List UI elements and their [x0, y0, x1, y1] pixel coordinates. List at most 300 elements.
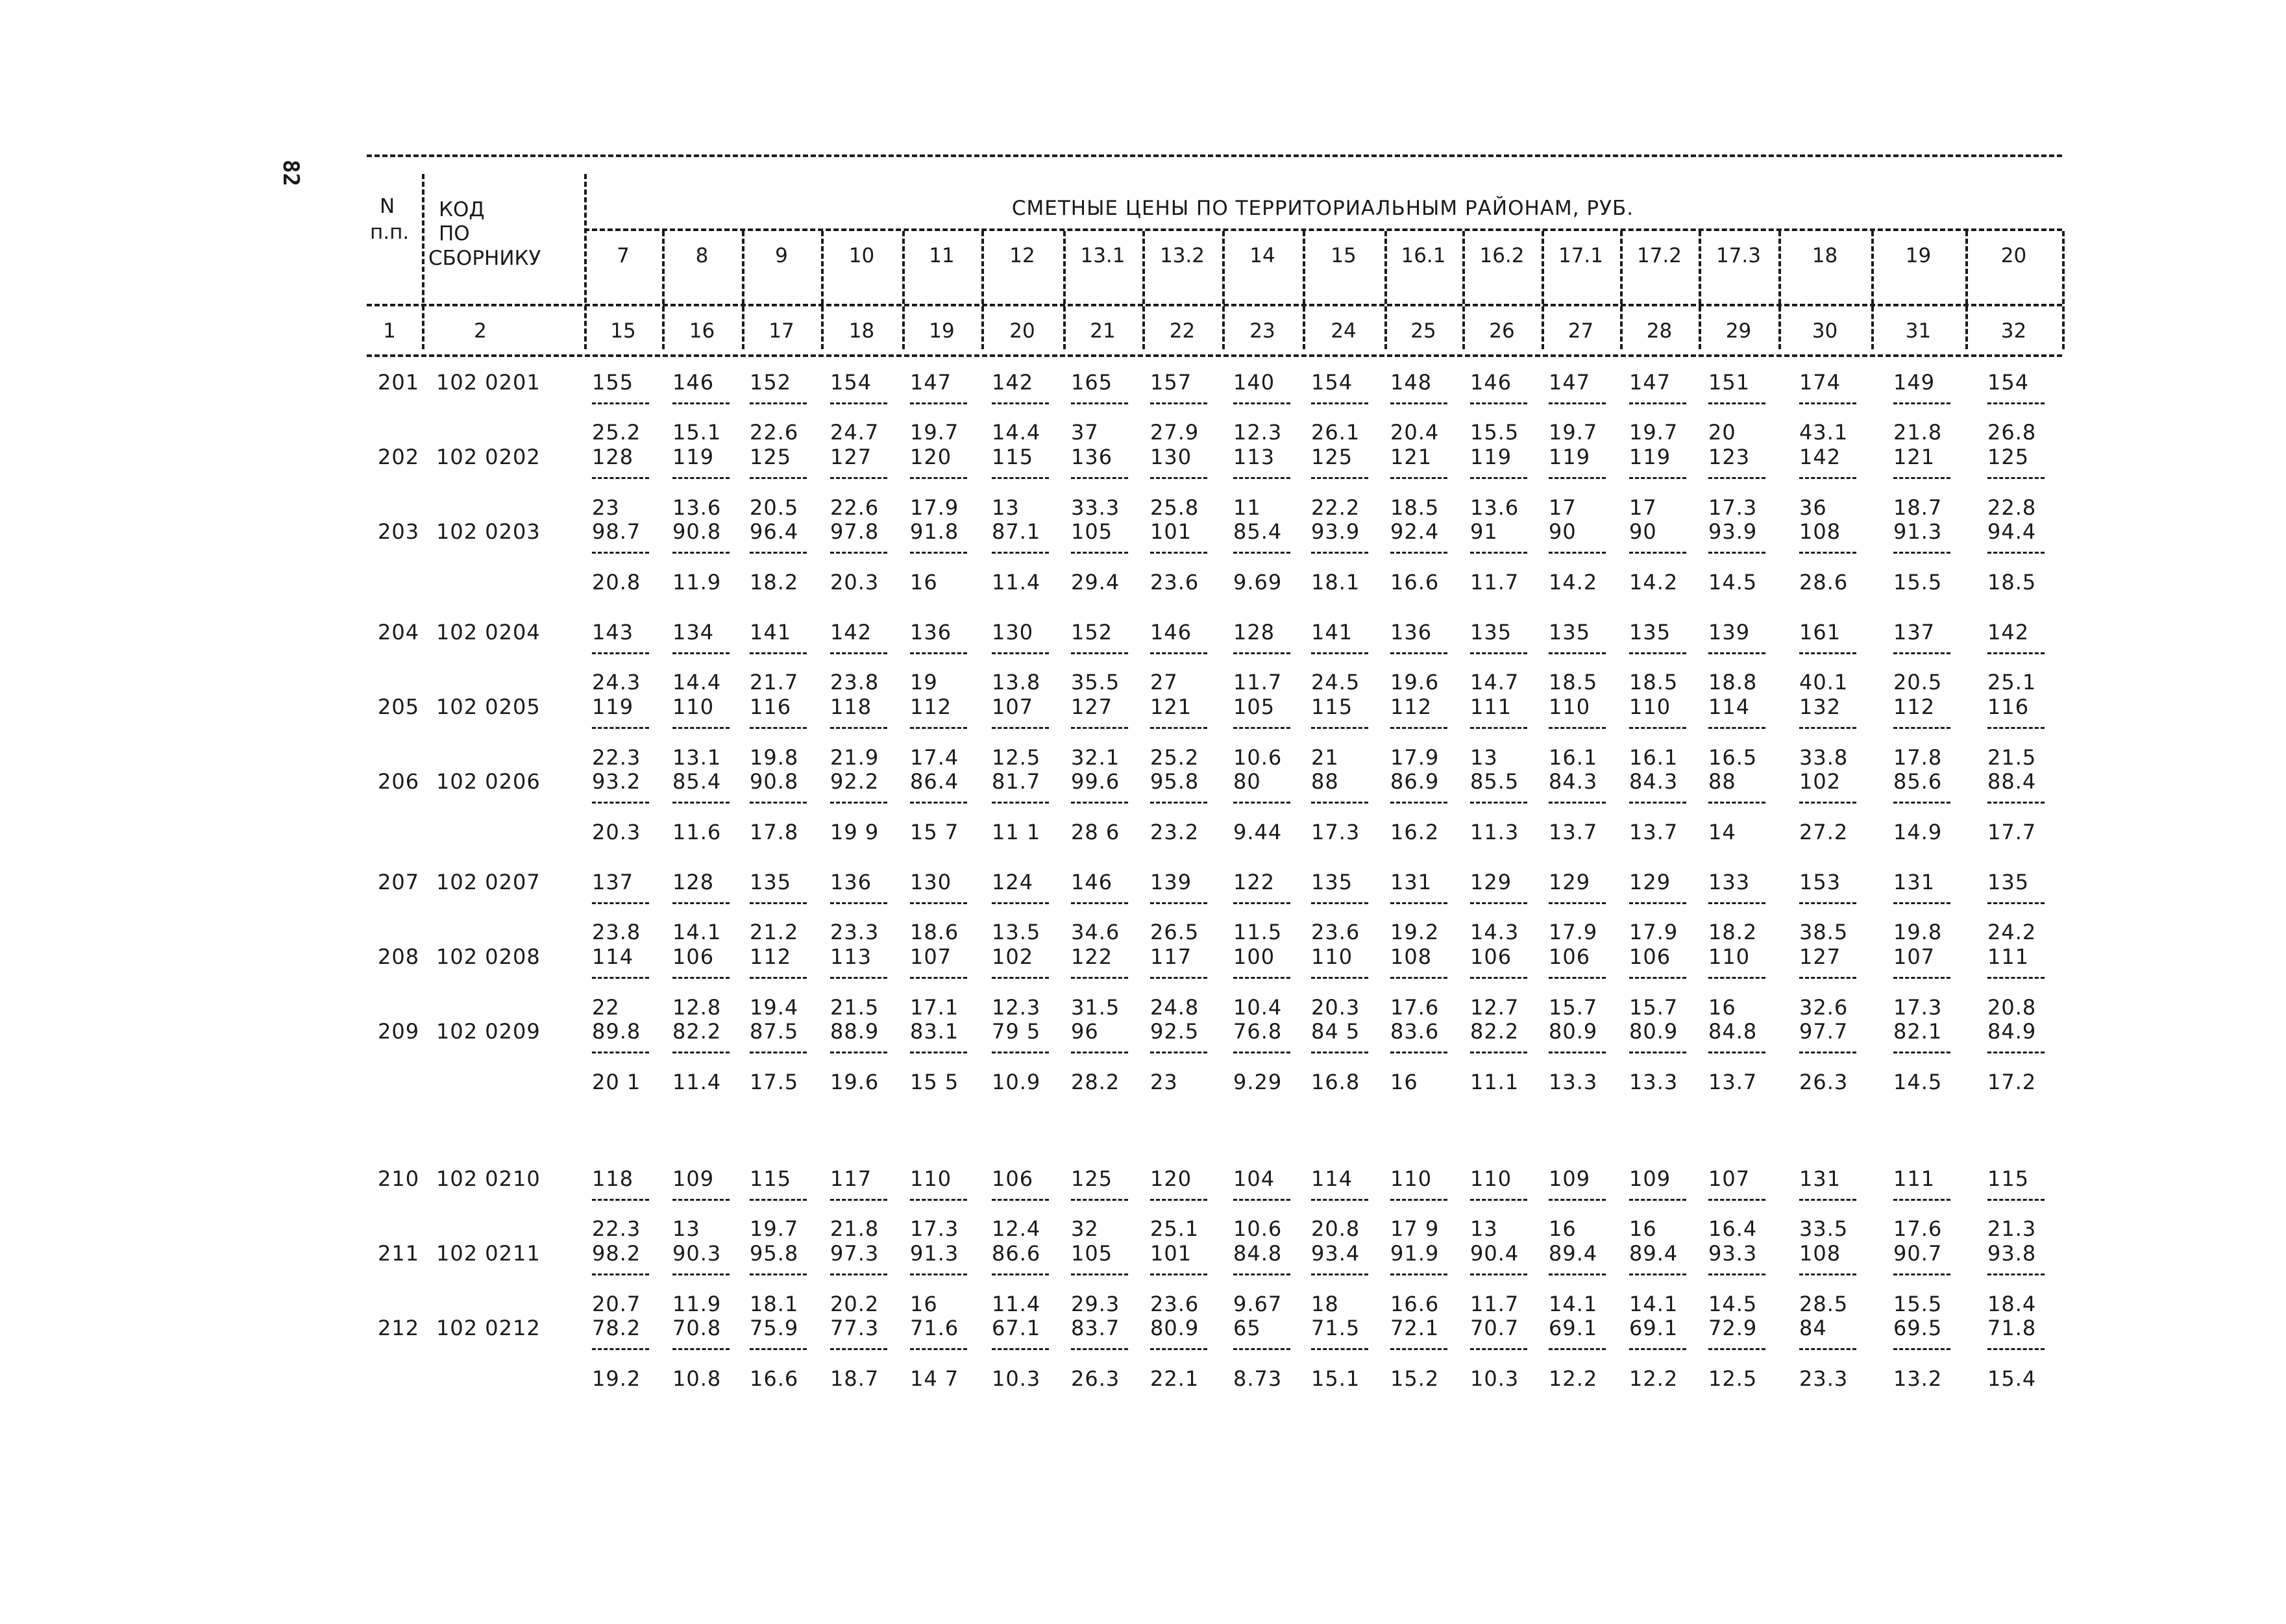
price-cell: 15 5 — [910, 1070, 959, 1094]
price-cell: 22.3 — [592, 1216, 641, 1241]
price-cell: 11.3 — [1470, 820, 1519, 844]
price-cell: 10.6 — [1233, 745, 1283, 770]
price-cell: 19.2 — [1390, 920, 1440, 944]
price-cell: 97.8 — [830, 519, 879, 544]
fraction-line — [592, 1348, 649, 1350]
price-cell: 22.3 — [592, 745, 641, 770]
price-cell: 85.5 — [1470, 769, 1519, 794]
price-cell: 17 — [1549, 495, 1577, 520]
district-label: 17.2 — [1636, 244, 1682, 267]
price-cell: 83.7 — [1071, 1316, 1120, 1340]
price-cell: 34.6 — [1071, 920, 1120, 944]
price-cell: 17.9 — [1390, 745, 1440, 770]
fraction-line — [592, 1052, 649, 1053]
fraction-line — [1233, 477, 1290, 479]
fraction-line — [1390, 1199, 1447, 1201]
price-cell: 100 — [1233, 944, 1275, 969]
price-cell: 17 — [1629, 495, 1657, 520]
price-cell: 16.5 — [1708, 745, 1758, 770]
price-cell: 97.7 — [1799, 1019, 1849, 1044]
header-col-divider — [1965, 231, 1968, 349]
price-cell: 17.6 — [1893, 1216, 1943, 1241]
fraction-line — [1629, 977, 1686, 979]
price-cell: 72.1 — [1390, 1316, 1440, 1340]
price-cell: 23.6 — [1150, 1292, 1199, 1316]
price-cell: 86.4 — [910, 769, 959, 794]
column-number: 15 — [610, 319, 636, 343]
row-code: 102 0211 — [436, 1241, 541, 1266]
price-cell: 8.73 — [1233, 1366, 1283, 1391]
price-cell: 85.6 — [1893, 769, 1943, 794]
column-number: 25 — [1410, 319, 1436, 343]
price-cell: 24.7 — [830, 420, 879, 445]
fraction-line — [992, 402, 1049, 404]
column-number: 29 — [1725, 319, 1752, 343]
price-cell: 17.6 — [1390, 995, 1440, 1020]
column-number: 20 — [1009, 319, 1035, 343]
price-cell: 87.1 — [992, 519, 1041, 544]
fraction-line — [1549, 552, 1606, 554]
fraction-line — [1987, 552, 2045, 554]
price-cell: 17.5 — [750, 1070, 799, 1094]
price-cell: 119 — [1629, 445, 1671, 469]
fraction-line — [1629, 802, 1686, 804]
fraction-line — [1470, 652, 1527, 654]
header-col-divider — [1620, 231, 1623, 349]
price-cell: 90.7 — [1893, 1241, 1943, 1266]
price-cell: 88 — [1311, 769, 1339, 794]
price-cell: 14.4 — [672, 670, 722, 695]
price-cell: 18.5 — [1390, 495, 1440, 520]
fraction-line — [830, 1052, 887, 1053]
fraction-line — [910, 652, 967, 654]
price-cell: 93.9 — [1311, 519, 1360, 544]
fraction-line — [1629, 1273, 1686, 1275]
price-cell: 114 — [592, 944, 634, 969]
price-cell: 118 — [830, 695, 872, 719]
price-cell: 11.7 — [1470, 1292, 1519, 1316]
price-cell: 26.3 — [1799, 1070, 1849, 1094]
price-cell: 21.9 — [830, 745, 879, 770]
price-cell: 139 — [1150, 870, 1192, 894]
fraction-line — [672, 977, 730, 979]
fraction-line — [1470, 802, 1527, 804]
fraction-line — [1549, 652, 1606, 654]
fraction-line — [1893, 1273, 1950, 1275]
price-cell: 70.7 — [1470, 1316, 1519, 1340]
price-cell: 14.2 — [1549, 570, 1598, 595]
fraction-line — [1470, 977, 1527, 979]
price-cell: 111 — [1987, 944, 2030, 969]
fraction-line — [1311, 552, 1368, 554]
price-cell: 81.7 — [992, 769, 1041, 794]
price-cell: 114 — [1708, 695, 1751, 719]
column-number: 17 — [768, 319, 794, 343]
price-cell: 19.6 — [1390, 670, 1440, 695]
price-cell: 143 — [592, 620, 634, 645]
price-cell: 38.5 — [1799, 920, 1849, 944]
price-cell: 92.2 — [830, 769, 879, 794]
price-cell: 98.2 — [592, 1241, 641, 1266]
price-cell: 20 1 — [592, 1070, 641, 1094]
fraction-line — [1799, 1273, 1856, 1275]
fraction-line — [992, 477, 1049, 479]
fraction-line — [592, 1199, 649, 1201]
num-header-label-2: п.п. — [370, 221, 410, 244]
fraction-line — [1629, 552, 1686, 554]
price-cell: 86.9 — [1390, 769, 1440, 794]
price-cell: 20.8 — [592, 570, 641, 595]
price-cell: 93.3 — [1708, 1241, 1758, 1266]
price-cell: 16.4 — [1708, 1216, 1758, 1241]
fraction-line — [1311, 402, 1368, 404]
price-cell: 17.9 — [1629, 920, 1678, 944]
price-cell: 149 — [1893, 370, 1936, 395]
price-cell: 31.5 — [1071, 995, 1120, 1020]
price-cell: 23.3 — [1799, 1366, 1849, 1391]
price-cell: 127 — [830, 445, 872, 469]
price-cell: 123 — [1708, 445, 1751, 469]
price-cell: 10.9 — [992, 1070, 1041, 1094]
price-cell: 112 — [750, 944, 792, 969]
district-label: 12 — [1009, 244, 1035, 267]
price-cell: 17.9 — [1549, 920, 1598, 944]
price-cell: 111 — [1893, 1166, 1936, 1191]
price-cell: 17.3 — [1311, 820, 1360, 844]
price-cell: 116 — [750, 695, 792, 719]
price-cell: 118 — [592, 1166, 634, 1191]
price-cell: 20.7 — [592, 1292, 641, 1316]
column-number: 24 — [1331, 319, 1357, 343]
price-cell: 91 — [1470, 519, 1498, 544]
price-cell: 110 — [1390, 1166, 1432, 1191]
district-label: 13.1 — [1080, 244, 1125, 267]
price-cell: 10.3 — [992, 1366, 1041, 1391]
price-cell: 17 9 — [1390, 1216, 1440, 1241]
price-cell: 14.1 — [672, 920, 722, 944]
fraction-line — [1629, 727, 1686, 729]
price-cell: 92.4 — [1390, 519, 1440, 544]
header-col-divider — [821, 231, 824, 349]
fraction-line — [1311, 977, 1368, 979]
price-cell: 90.3 — [672, 1241, 722, 1266]
price-cell: 84.8 — [1708, 1019, 1758, 1044]
price-cell: 18.1 — [1311, 570, 1360, 595]
price-cell: 125 — [750, 445, 792, 469]
column-number: 31 — [1905, 319, 1932, 343]
fraction-line — [1390, 902, 1447, 904]
fraction-line — [910, 1199, 967, 1201]
price-cell: 12.4 — [992, 1216, 1041, 1241]
fraction-line — [1150, 477, 1207, 479]
price-cell: 37 — [1071, 420, 1099, 445]
price-cell: 11 1 — [992, 820, 1041, 844]
row-number: 202 — [378, 445, 420, 469]
price-cell: 33.5 — [1799, 1216, 1849, 1241]
price-cell: 20.5 — [1893, 670, 1943, 695]
fraction-line — [1708, 902, 1765, 904]
fraction-line — [1629, 902, 1686, 904]
price-cell: 142 — [992, 370, 1034, 395]
price-cell: 110 — [1311, 944, 1353, 969]
price-cell: 21.7 — [750, 670, 799, 695]
price-cell: 19.6 — [830, 1070, 879, 1094]
fraction-line — [1708, 1273, 1765, 1275]
price-cell: 20.2 — [830, 1292, 879, 1316]
fraction-line — [1390, 477, 1447, 479]
row-code: 102 0210 — [436, 1166, 541, 1191]
price-cell: 80 — [1233, 769, 1261, 794]
price-cell: 113 — [830, 944, 872, 969]
price-cell: 135 — [1987, 870, 2030, 894]
header-col-divider — [1542, 231, 1544, 349]
fraction-line — [992, 652, 1049, 654]
price-cell: 32.1 — [1071, 745, 1120, 770]
price-cell: 17.7 — [1987, 820, 2037, 844]
price-cell: 11 — [1233, 495, 1261, 520]
price-cell: 110 — [1708, 944, 1751, 969]
price-cell: 72.9 — [1708, 1316, 1758, 1340]
price-cell: 109 — [672, 1166, 715, 1191]
price-cell: 142 — [1799, 445, 1841, 469]
price-cell: 109 — [1549, 1166, 1591, 1191]
fraction-line — [1470, 902, 1527, 904]
price-cell: 24.2 — [1987, 920, 2037, 944]
price-cell: 125 — [1071, 1166, 1113, 1191]
fraction-line — [1708, 727, 1765, 729]
row-number: 208 — [378, 944, 420, 969]
fraction-line — [1987, 1273, 2045, 1275]
fraction-line — [592, 477, 649, 479]
price-cell: 13.8 — [992, 670, 1041, 695]
price-cell: 25.2 — [1150, 745, 1199, 770]
price-cell: 119 — [672, 445, 715, 469]
fraction-line — [830, 552, 887, 554]
column-number: 22 — [1169, 319, 1196, 343]
fraction-line — [750, 802, 807, 804]
fraction-line — [1987, 802, 2045, 804]
price-cell: 87.5 — [750, 1019, 799, 1044]
price-cell: 21.8 — [830, 1216, 879, 1241]
fraction-line — [1893, 1199, 1950, 1201]
fraction-line — [910, 1348, 967, 1350]
price-cell: 27 — [1150, 670, 1178, 695]
price-cell: 153 — [1799, 870, 1841, 894]
price-cell: 79 5 — [992, 1019, 1041, 1044]
header-col-divider — [2062, 231, 2065, 349]
district-label: 19 — [1905, 244, 1932, 267]
column-number: 2 — [474, 319, 487, 343]
price-cell: 83.6 — [1390, 1019, 1440, 1044]
price-cell: 85.4 — [672, 769, 722, 794]
fraction-line — [992, 1199, 1049, 1201]
price-cell: 11.5 — [1233, 920, 1283, 944]
price-cell: 69.1 — [1629, 1316, 1678, 1340]
price-cell: 146 — [1071, 870, 1113, 894]
fraction-line — [1549, 1348, 1606, 1350]
fraction-line — [1071, 1348, 1128, 1350]
fraction-line — [1470, 1348, 1527, 1350]
column-number: 18 — [848, 319, 875, 343]
price-cell: 105 — [1071, 1241, 1113, 1266]
price-cell: 13.1 — [672, 745, 722, 770]
fraction-line — [592, 552, 649, 554]
fraction-line — [1150, 552, 1207, 554]
fraction-line — [1893, 477, 1950, 479]
fraction-line — [1549, 802, 1606, 804]
fraction-line — [1629, 1052, 1686, 1053]
price-cell: 67.1 — [992, 1316, 1041, 1340]
fraction-line — [1233, 977, 1290, 979]
fraction-line — [992, 1348, 1049, 1350]
column-number: 19 — [929, 319, 955, 343]
fraction-line — [1893, 1348, 1950, 1350]
fraction-line — [1390, 1273, 1447, 1275]
fraction-line — [1233, 552, 1290, 554]
fraction-line — [830, 802, 887, 804]
table-caption: СМЕТНЫЕ ЦЕНЫ ПО ТЕРРИТОРИАЛЬНЫМ РАЙОНАМ, РУБ. — [1011, 197, 1634, 220]
price-cell: 16 — [910, 1292, 938, 1316]
price-cell: 15 7 — [910, 820, 959, 844]
price-cell: 99.6 — [1071, 769, 1120, 794]
price-cell: 13 — [1470, 745, 1498, 770]
column-number: 27 — [1567, 319, 1594, 343]
header-col-divider — [1778, 231, 1781, 349]
price-cell: 108 — [1799, 1241, 1841, 1266]
fraction-line — [830, 1348, 887, 1350]
fraction-line — [1629, 402, 1686, 404]
fraction-line — [1629, 477, 1686, 479]
price-cell: 16.6 — [750, 1366, 799, 1391]
price-cell: 80.9 — [1150, 1316, 1199, 1340]
fraction-line — [1799, 402, 1856, 404]
price-cell: 88.4 — [1987, 769, 2037, 794]
price-cell: 20.4 — [1390, 420, 1440, 445]
price-cell: 25.8 — [1150, 495, 1199, 520]
fraction-line — [1893, 727, 1950, 729]
price-cell: 110 — [910, 1166, 952, 1191]
price-cell: 146 — [1470, 370, 1512, 395]
price-cell: 17.2 — [1987, 1070, 2037, 1094]
fraction-line — [1071, 727, 1128, 729]
price-cell: 25.1 — [1150, 1216, 1199, 1241]
price-cell: 24.8 — [1150, 995, 1199, 1020]
fraction-line — [1071, 1052, 1128, 1053]
fraction-line — [672, 402, 730, 404]
fraction-line — [750, 1199, 807, 1201]
fraction-line — [1470, 477, 1527, 479]
price-cell: 112 — [910, 695, 952, 719]
price-cell: 11.4 — [992, 1292, 1041, 1316]
price-cell: 23.2 — [1150, 820, 1199, 844]
fraction-line — [1150, 802, 1207, 804]
price-cell: 125 — [1311, 445, 1353, 469]
price-cell: 16.6 — [1390, 1292, 1440, 1316]
fraction-line — [1311, 727, 1368, 729]
price-cell: 40.1 — [1799, 670, 1849, 695]
fraction-line — [1390, 977, 1447, 979]
fraction-line — [1708, 1199, 1765, 1201]
price-cell: 21.3 — [1987, 1216, 2037, 1241]
fraction-line — [830, 402, 887, 404]
header-col-divider — [1142, 231, 1145, 349]
price-cell: 19 — [910, 670, 938, 695]
fraction-line — [992, 802, 1049, 804]
price-cell: 147 — [1629, 370, 1671, 395]
fraction-line — [1799, 727, 1856, 729]
price-cell: 133 — [1708, 870, 1751, 894]
fraction-line — [1071, 977, 1128, 979]
header-col-divider — [662, 231, 665, 349]
price-cell: 17.3 — [1893, 995, 1943, 1020]
fraction-line — [1470, 1273, 1527, 1275]
price-cell: 75.9 — [750, 1316, 799, 1340]
price-cell: 19.4 — [750, 995, 799, 1020]
fraction-line — [750, 902, 807, 904]
district-label: 10 — [848, 244, 875, 267]
price-cell: 12.7 — [1470, 995, 1519, 1020]
price-cell: 17.3 — [910, 1216, 959, 1241]
header-col-divider — [902, 231, 905, 349]
row-number: 209 — [378, 1019, 420, 1044]
num-header-label-1: N — [380, 195, 395, 218]
price-cell: 98.7 — [592, 519, 641, 544]
price-cell: 147 — [910, 370, 952, 395]
price-cell: 130 — [1150, 445, 1192, 469]
page-number: 82 — [278, 160, 304, 186]
price-cell: 92.5 — [1150, 1019, 1199, 1044]
fraction-line — [910, 902, 967, 904]
price-cell: 78.2 — [592, 1316, 641, 1340]
price-cell: 16.6 — [1390, 570, 1440, 595]
price-cell: 130 — [992, 620, 1034, 645]
price-cell: 147 — [1549, 370, 1591, 395]
fraction-line — [1470, 727, 1527, 729]
price-cell: 106 — [1629, 944, 1671, 969]
column-number: 1 — [383, 319, 396, 343]
price-cell: 21.5 — [830, 995, 879, 1020]
price-cell: 27.2 — [1799, 820, 1849, 844]
price-cell: 71.8 — [1987, 1316, 2037, 1340]
price-cell: 124 — [992, 870, 1034, 894]
price-cell: 139 — [1708, 620, 1751, 645]
price-cell: 18.1 — [750, 1292, 799, 1316]
price-cell: 11.4 — [992, 570, 1041, 595]
price-cell: 28.2 — [1071, 1070, 1120, 1094]
price-cell: 91.3 — [1893, 519, 1943, 544]
price-cell: 106 — [672, 944, 715, 969]
fraction-line — [1470, 1052, 1527, 1053]
price-cell: 16.8 — [1311, 1070, 1360, 1094]
fraction-line — [1071, 652, 1128, 654]
fraction-line — [1987, 1199, 2045, 1201]
price-cell: 105 — [1233, 695, 1275, 719]
fraction-line — [672, 477, 730, 479]
price-cell: 94.4 — [1987, 519, 2037, 544]
price-cell: 20.8 — [1311, 1216, 1360, 1241]
fraction-line — [1549, 402, 1606, 404]
district-label: 9 — [775, 244, 788, 267]
fraction-line — [1708, 1052, 1765, 1053]
fraction-line — [1708, 802, 1765, 804]
price-cell: 135 — [1549, 620, 1591, 645]
code-header-label-2: ПО — [439, 222, 470, 245]
fraction-line — [1150, 1052, 1207, 1053]
fraction-line — [1629, 652, 1686, 654]
price-cell: 15.2 — [1390, 1366, 1440, 1391]
price-cell: 76.8 — [1233, 1019, 1283, 1044]
price-cell: 88.9 — [830, 1019, 879, 1044]
